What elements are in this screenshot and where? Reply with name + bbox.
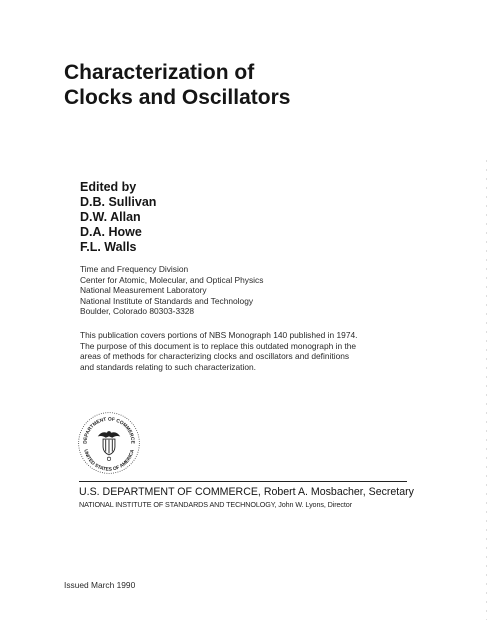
institute-line: NATIONAL INSTITUTE OF STANDARDS AND TECHNOLOGY, John W. Lyons, Director bbox=[79, 500, 353, 509]
affiliation-line: National Institute of Standards and Technology bbox=[80, 295, 254, 306]
department-of-commerce-seal bbox=[76, 410, 142, 476]
eagle-shield-emblem bbox=[98, 431, 120, 460]
publication-note bbox=[80, 330, 410, 372]
note-line: and standards relating to such characterization. bbox=[80, 361, 256, 372]
department-line: U.S. DEPARTMENT OF COMMERCE, Robert A. Mosbacher, Secretary bbox=[79, 486, 414, 498]
note-line: areas of methods for characterizing clocks and oscillators and definitions bbox=[80, 351, 350, 362]
note-line: This publication covers portions of NBS Monograph 140 published in 1974. bbox=[80, 330, 358, 340]
seal-top-text: DEPARTMENT OF COMMERCE bbox=[83, 417, 135, 444]
document-title bbox=[64, 60, 290, 110]
editors-heading: Edited by bbox=[80, 180, 137, 194]
scan-edge-artifact bbox=[486, 160, 487, 620]
issued-date: Issued March 1990 bbox=[64, 580, 136, 590]
editor-name: F.L. Walls bbox=[80, 240, 137, 254]
editor-name: D.B. Sullivan bbox=[80, 195, 157, 209]
footer-rule bbox=[79, 481, 407, 482]
affiliation-line: Center for Atomic, Molecular, and Optical Physics bbox=[80, 274, 264, 285]
affiliation-block bbox=[80, 264, 263, 317]
title-line-1: Characterization of bbox=[64, 61, 255, 84]
editors-block bbox=[80, 180, 156, 255]
editor-name: D.W. Allan bbox=[80, 210, 141, 224]
affiliation-line: Boulder, Colorado 80303-3328 bbox=[80, 306, 195, 317]
title-line-2: Clocks and Oscillators bbox=[64, 86, 291, 109]
seal-bottom-text: UNITED STATES OF AMERICA bbox=[82, 449, 136, 473]
affiliation-line: National Measurement Laboratory bbox=[80, 285, 207, 296]
affiliation-line: Time and Frequency Division bbox=[80, 264, 189, 274]
note-line: The purpose of this document is to replace this outdated monograph in the bbox=[80, 340, 357, 351]
editor-name: D.A. Howe bbox=[80, 225, 142, 239]
